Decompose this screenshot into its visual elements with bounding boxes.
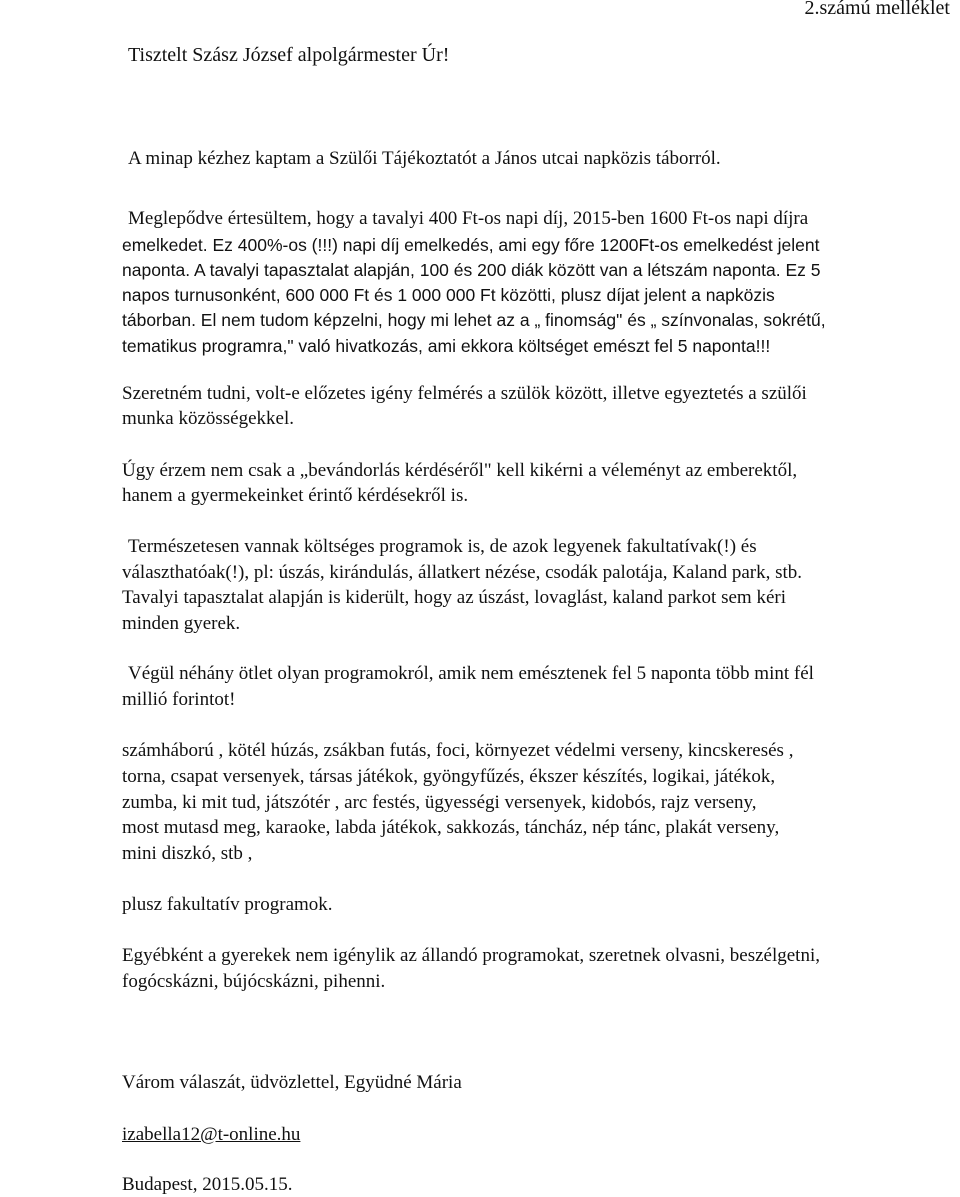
paragraph-2-line-6: tematikus programra," való hivatkozás, ami ekkora költséget emészt fel 5 naponta!!!	[122, 336, 771, 356]
program-list-line-1: számháború , kötél húzás, zsákban futás, foci, környezet védelmi verseny, kincskeresés ,	[122, 740, 794, 761]
program-list-line-3: zumba, ki mit tud, játszótér , arc festés, ügyességi versenyek, kidobós, rajz verseny,	[122, 792, 757, 813]
appendix-label: 2.számú melléklet	[804, 0, 950, 19]
paragraph-9-line-1: Egyébként a gyerekek nem igénylik az állandó programokat, szeretnek olvasni, beszélgetni,	[122, 945, 820, 966]
paragraph-6-line-1: Végül néhány ötlet olyan programokról, amik nem emésztenek fel 5 naponta több mint fél	[128, 663, 814, 684]
paragraph-2-line-4: napos turnusonként, 600 000 Ft és 1 000 000 Ft közötti, plusz díjat jelent a napközis	[122, 285, 775, 305]
paragraph-3-line-1: Szeretném tudni, volt-e előzetes igény felmérés a szülök között, illetve egyeztetés a szülői	[122, 383, 807, 404]
paragraph-4-line-2: hanem a gyermekeinket érintő kérdésekről is.	[122, 485, 469, 506]
paragraph-2-line-2: emelkedet. Ez 400%-os (!!!) napi díj emelkedés, ami egy főre 1200Ft-os emelkedést jelent	[122, 235, 820, 255]
paragraph-1-line-1: A minap kézhez kaptam a Szülői Tájékoztatót a János utcai napközis táborról.	[128, 148, 721, 169]
place-and-date: Budapest, 2015.05.15.	[122, 1174, 293, 1195]
paragraph-3-line-2: munka közösségekkel.	[122, 408, 295, 429]
program-list-line-4: most mutasd meg, karaoke, labda játékok, sakkozás, táncház, nép tánc, plakát verseny,	[122, 817, 780, 838]
salutation: Tisztelt Szász József alpolgármester Úr!	[128, 44, 450, 66]
paragraph-2-line-5: táborban. El nem tudom képzelni, hogy mi lehet az a „ finomság" és „ színvonalas, sokrétű,	[122, 310, 826, 330]
paragraph-9-line-2: fogócskázni, bújócskázni, pihenni.	[122, 971, 386, 992]
paragraph-5-line-2: választhatóak(!), pl: úszás, kirándulás, állatkert nézése, csodák palotája, Kaland park, stb.	[122, 562, 803, 583]
paragraph-5-line-3: Tavalyi tapasztalat alapján is kiderült, hogy az úszást, lovaglást, kaland parkot sem kéri	[122, 587, 786, 608]
paragraph-6-line-2: millió forintot!	[122, 689, 236, 710]
paragraph-8-line-1: plusz fakultatív programok.	[122, 894, 333, 915]
paragraph-2-line-3: naponta. A tavalyi tapasztalat alapján, 100 és 200 diák között van a létszám naponta. Ez 5	[122, 260, 821, 280]
paragraph-2-line-1: Meglepődve értesültem, hogy a tavalyi 400 Ft-os napi díj, 2015-ben 1600 Ft-os napi díjra	[128, 208, 809, 229]
paragraph-5-line-4: minden gyerek.	[122, 613, 241, 634]
program-list-line-2: torna, csapat versenyek, társas játékok, gyöngyfűzés, ékszer készítés, logikai, játékok,	[122, 766, 776, 787]
paragraph-4-line-1: Úgy érzem nem csak a „bevándorlás kérdéséről" kell kikérni a véleményt az emberektől,	[122, 460, 798, 481]
email-link[interactable]: izabella12@t-online.hu	[122, 1124, 301, 1145]
closing-signature: Várom válaszát, üdvözlettel, Együdné Mária	[122, 1072, 462, 1093]
program-list-line-5: mini diszkó, stb ,	[122, 843, 253, 864]
paragraph-5-line-1: Természetesen vannak költséges programok is, de azok legyenek fakultatívak(!) és	[128, 536, 757, 557]
